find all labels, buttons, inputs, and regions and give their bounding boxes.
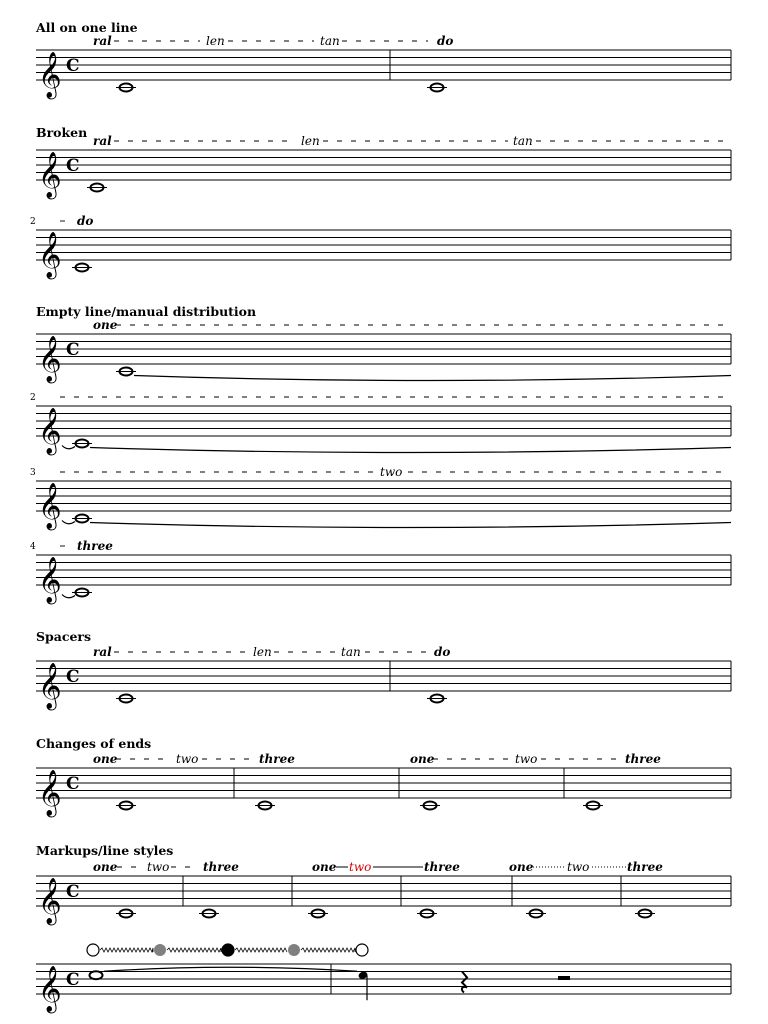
time-signature: C: [66, 156, 80, 176]
spanner-text: three: [627, 860, 663, 874]
circle-markup-icon: [154, 944, 166, 956]
circle-markup-icon: [288, 944, 300, 956]
tie: [62, 521, 75, 524]
treble-clef-icon: 𝄞: [38, 770, 62, 816]
quarter-rest: [462, 972, 467, 993]
heading-broken: Broken: [36, 125, 88, 140]
spanner-text: ral: [93, 134, 112, 148]
circle-markup-icon: [222, 944, 234, 956]
staff-lines: [36, 230, 731, 260]
spanner-text: do: [437, 34, 454, 48]
time-signature: C: [66, 340, 80, 360]
treble-clef-icon: 𝄞: [38, 152, 62, 198]
staff-system: [36, 134, 731, 200]
staff-system: [30, 393, 731, 456]
slur: [104, 967, 357, 971]
heading-changes-of-ends: Changes of ends: [36, 736, 152, 751]
time-signature: C: [66, 970, 80, 990]
staff-lines: [36, 768, 731, 798]
time-signature: C: [66, 882, 80, 902]
spanner-text: one: [93, 752, 118, 766]
heading-spacers: Spacers: [36, 629, 92, 644]
spanner-text: len: [301, 134, 320, 148]
zigzag-line: [301, 948, 355, 952]
bar-number: 3: [30, 468, 36, 478]
treble-clef-icon: 𝄞: [38, 408, 62, 454]
staff-lines: [36, 876, 731, 906]
half-rest: [558, 976, 570, 980]
spanner-text: one: [93, 860, 118, 874]
staff-lines: [36, 481, 731, 511]
staff-system: [36, 318, 731, 384]
time-signature: C: [66, 667, 80, 687]
bar-number: 2: [30, 393, 36, 403]
treble-clef-icon: 𝄞: [38, 52, 62, 98]
treble-clef-icon: 𝄞: [38, 966, 62, 1012]
staff-lines: [36, 661, 731, 691]
heading-empty-line: Empty line/manual distribution: [36, 304, 257, 319]
spanner-text: three: [203, 860, 239, 874]
treble-clef-icon: 𝄞: [38, 557, 62, 603]
staff-lines: [36, 555, 731, 585]
staff-lines: [36, 334, 731, 364]
tie: [90, 523, 731, 528]
spanner-text: two: [515, 752, 538, 766]
spanner-text: two: [147, 860, 170, 874]
spanner-text: two: [567, 860, 590, 874]
staff-system: [30, 539, 731, 605]
spanner-text: three: [625, 752, 661, 766]
whole-note: [90, 971, 103, 979]
spanner-text: two: [380, 465, 403, 479]
tie: [134, 376, 731, 381]
spanner-text: three: [259, 752, 295, 766]
staff-lines: [36, 406, 731, 436]
spanner-text: tan: [341, 645, 361, 659]
time-signature: C: [66, 56, 80, 76]
spanner-text: tan: [513, 134, 533, 148]
bar-number: 2: [30, 217, 36, 227]
heading-all-on-one-line: All on one line: [36, 20, 138, 35]
spanner-text: ral: [93, 645, 112, 659]
heading-markups-line-styles: Markups/line styles: [36, 843, 174, 858]
time-signature: C: [66, 774, 80, 794]
spanner-text: one: [312, 860, 337, 874]
spanner-text: one: [93, 318, 118, 332]
treble-clef-icon: 𝄞: [38, 336, 62, 382]
bar-number: 4: [30, 542, 36, 552]
spanner-text: len: [253, 645, 272, 659]
staff-system: [36, 752, 731, 818]
spanner-text: three: [77, 539, 113, 553]
staff-system: [36, 645, 731, 711]
treble-clef-icon: 𝄞: [38, 232, 62, 278]
spanner-text: do: [434, 645, 451, 659]
staff-system: [30, 214, 731, 280]
tie: [90, 448, 731, 453]
spanner-text: tan: [320, 34, 340, 48]
tie: [62, 595, 75, 598]
circle-markup-icon: [356, 944, 368, 956]
spanner-text: one: [410, 752, 435, 766]
zigzag-line: [100, 948, 153, 952]
spanner-text: len: [206, 34, 225, 48]
circle-markup-icon: [87, 944, 99, 956]
zigzag-line: [167, 948, 221, 952]
staff-system: [36, 944, 731, 1014]
spanner-text: ral: [93, 34, 112, 48]
music-content: [30, 34, 731, 1014]
staff-lines: [36, 50, 731, 80]
spanner-text: two: [349, 860, 372, 874]
treble-clef-icon: 𝄞: [38, 878, 62, 924]
staff-system: [30, 465, 731, 531]
spanner-text: do: [77, 214, 94, 228]
spanner-text: one: [509, 860, 534, 874]
staff-lines: [36, 150, 731, 180]
tie: [62, 446, 75, 449]
zigzag-line: [235, 948, 287, 952]
spanner-text: three: [424, 860, 460, 874]
treble-clef-icon: 𝄞: [38, 663, 62, 709]
staff-lines: [36, 964, 731, 994]
treble-clef-icon: 𝄞: [38, 483, 62, 529]
spanner-text: two: [176, 752, 199, 766]
staff-system: [36, 34, 731, 100]
staff-system: [36, 860, 731, 926]
